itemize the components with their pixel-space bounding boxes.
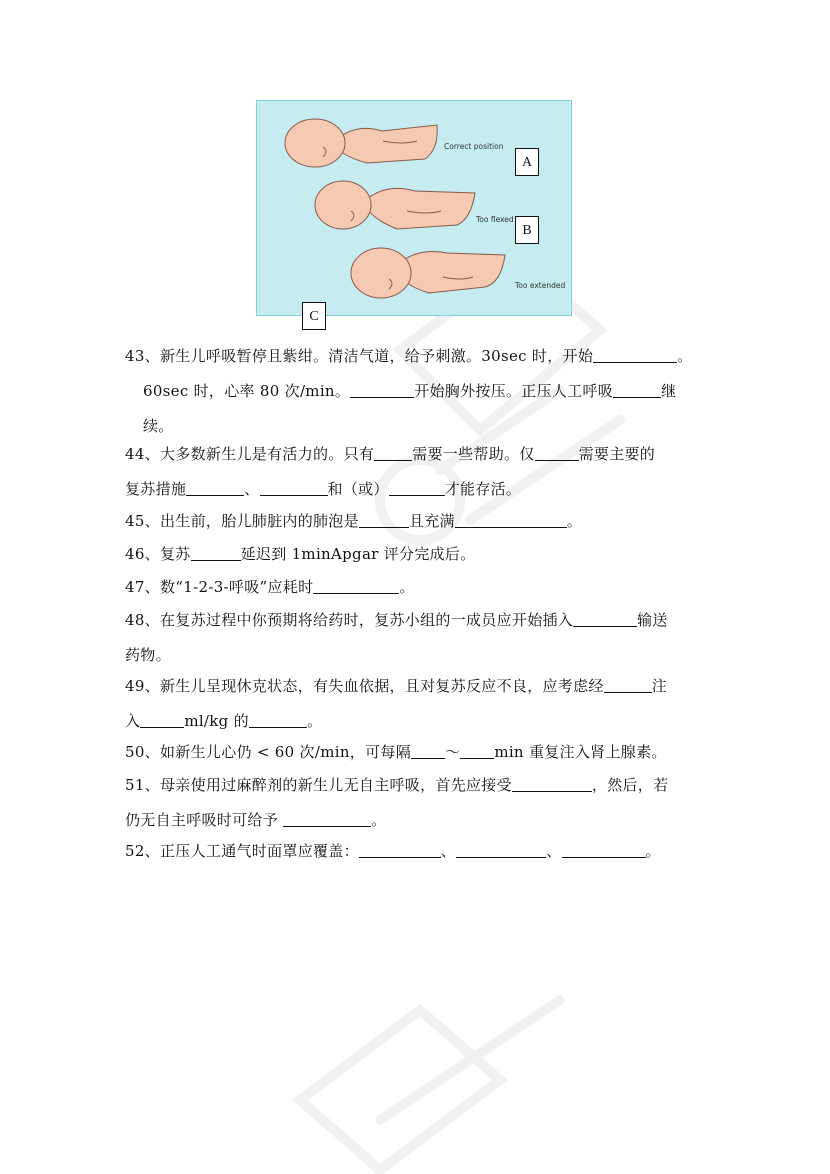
caption-too-flexed: Too flexed [476, 215, 514, 224]
question-text: 大多数新生儿是有活力的。只有 [160, 445, 375, 463]
question-text: 。 [566, 512, 583, 530]
caption-too-extended: Too extended [515, 281, 566, 290]
question-text: 续。 [143, 417, 174, 435]
question-text: 继 [661, 382, 677, 400]
infant-head-position-figure [256, 100, 572, 316]
question-number: 46、 [125, 545, 160, 563]
question-text: 在复苏过程中你预期将给药时，复苏小组的一成员应开始插入 [160, 611, 574, 629]
question-text: 新生儿呼吸暂停且紫绀。清洁气道，给予刺激。30sec 时，开始 [160, 347, 594, 365]
answer-blank[interactable] [456, 843, 546, 858]
question-text: 60sec 时，心率 80 次/min。 [143, 382, 351, 400]
question-number: 45、 [125, 512, 160, 530]
question-text: 延迟到 1minApgar 评分完成后。 [240, 545, 476, 563]
answer-blank[interactable] [313, 579, 399, 594]
answer-blank[interactable] [191, 546, 241, 561]
answer-blank[interactable] [374, 446, 412, 461]
answer-blank[interactable] [512, 777, 592, 792]
question-number: 50、 [125, 743, 160, 761]
answer-blank[interactable] [359, 513, 409, 528]
label-box-c: C [302, 302, 326, 330]
question-text: 、 [440, 842, 457, 860]
answer-blank[interactable] [186, 481, 244, 496]
question-text: 输送 [637, 611, 668, 629]
question-text: 复苏 [160, 545, 191, 563]
question-50 [125, 735, 707, 770]
answer-blank[interactable] [535, 446, 579, 461]
question-text: 如新生儿心仍 < 60 次/min，可每隔 [160, 743, 411, 761]
answer-blank[interactable] [260, 481, 328, 496]
question-text: 数“1-2-3-呼吸”应耗时 [160, 578, 314, 596]
question-number: 51、 [125, 776, 160, 794]
question-text: 、 [244, 480, 260, 498]
question-text: 注 [651, 677, 668, 695]
question-text: 。 [645, 842, 661, 860]
question-text: 仍无自主呼吸时可给予 [125, 811, 284, 829]
question-text: 。 [677, 347, 693, 365]
answer-blank[interactable] [593, 348, 677, 363]
question-text: ml/kg 的 [184, 712, 249, 730]
question-number: 49、 [125, 677, 160, 695]
question-text: 才能存活。 [444, 480, 522, 498]
question-43 [125, 339, 707, 444]
question-number: 43、 [125, 347, 160, 365]
question-text: 和（或） [327, 480, 389, 498]
question-44 [125, 437, 707, 507]
answer-blank[interactable] [359, 843, 441, 858]
answer-blank[interactable] [613, 383, 661, 398]
question-49 [125, 669, 707, 739]
question-text: 正压人工通气时面罩应覆盖： [160, 842, 359, 860]
question-48 [125, 603, 707, 673]
question-text: 需要一些帮助。仅 [412, 445, 535, 463]
question-number: 48、 [125, 611, 160, 629]
question-47 [125, 570, 707, 605]
question-45 [125, 504, 707, 539]
question-number: 47、 [125, 578, 160, 596]
answer-blank[interactable] [411, 744, 445, 759]
question-text: 且充满 [408, 512, 455, 530]
answer-blank[interactable] [283, 812, 371, 827]
answer-blank[interactable] [562, 843, 646, 858]
question-text: 出生前，胎儿肺脏内的肺泡是 [160, 512, 359, 530]
answer-blank[interactable] [460, 744, 494, 759]
question-51 [125, 768, 707, 838]
caption-correct-position: Correct position [444, 142, 504, 151]
question-text: ～ [445, 743, 461, 761]
question-number: 52、 [125, 842, 160, 860]
question-text: min 重复注入肾上腺素。 [494, 743, 667, 761]
question-text: 药物。 [125, 646, 171, 664]
question-text: 。 [371, 811, 387, 829]
question-52 [125, 834, 707, 869]
answer-blank[interactable] [350, 383, 414, 398]
question-number: 44、 [125, 445, 160, 463]
question-text: 需要主要的 [578, 445, 656, 463]
answer-blank[interactable] [140, 713, 184, 728]
question-text: 。 [399, 578, 415, 596]
question-text: 新生儿呈现休克状态，有失血依据，且对复苏反应不良，应考虑经 [160, 677, 604, 695]
question-text: 开始胸外按压。正压人工呼吸 [414, 382, 614, 400]
answer-blank[interactable] [573, 612, 637, 627]
answer-blank[interactable] [604, 678, 652, 693]
label-box-a: A [515, 148, 539, 176]
question-text: 母亲使用过麻醉剂的新生儿无自主呼吸，首先应接受 [160, 776, 512, 794]
question-text: ，然后，若 [591, 776, 669, 794]
question-text: 复苏措施 [125, 480, 187, 498]
question-text: 、 [546, 842, 562, 860]
question-46 [125, 537, 707, 572]
label-box-b: B [515, 216, 539, 244]
answer-blank[interactable] [455, 513, 567, 528]
answer-blank[interactable] [389, 481, 445, 496]
question-text: 。 [306, 712, 323, 730]
question-text: 入 [125, 712, 141, 730]
answer-blank[interactable] [249, 713, 307, 728]
